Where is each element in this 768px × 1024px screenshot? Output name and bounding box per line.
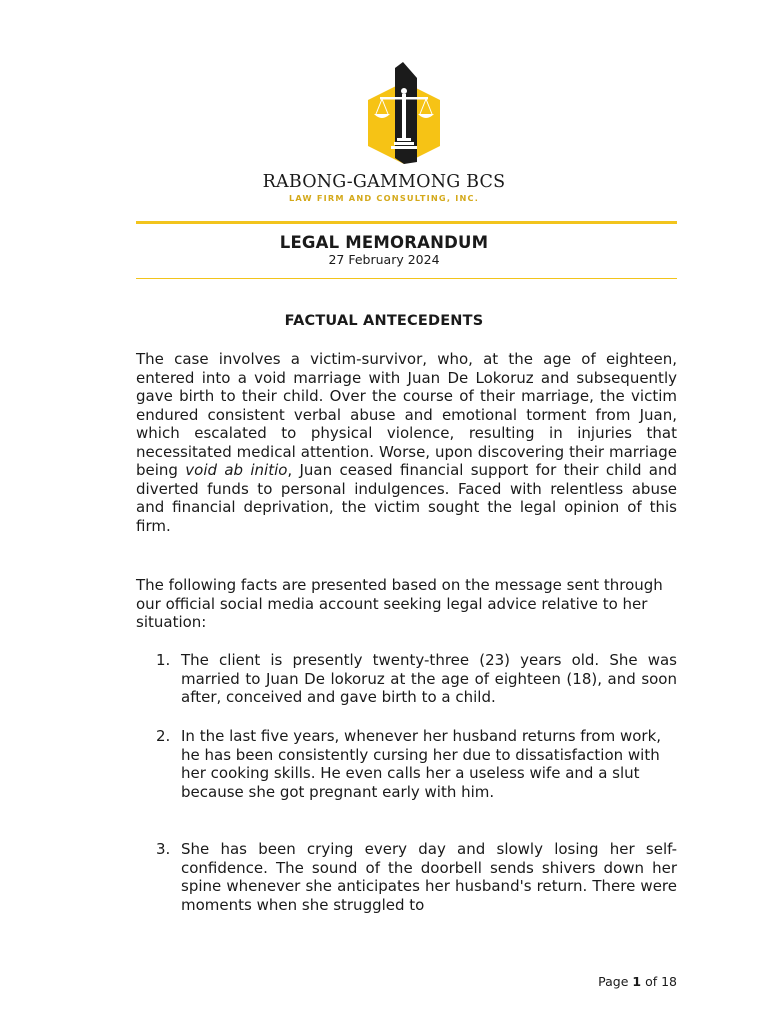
paragraph-facts-intro: The following facts are presented based on the message sent through our official social media account seeking legal advice relative to her situation: <box>136 576 663 631</box>
para1-text-b: , Juan ceased financial support for their child and diverted funds to personal indulgences. Faced with relentless abuse and financial deprivation, the victim sought the legal opinion of this firm. <box>136 461 677 535</box>
paragraph-case-summary <box>136 350 677 535</box>
page-number: 1 <box>632 974 642 989</box>
list-item-text: In the last five years, whenever her husband returns from work, he has been consistently cursing her due to dissatisfaction with her cooking skills. He even calls her a useless wife and a slut because she got pregnant early with him. <box>181 727 662 801</box>
para1-latin-term: void ab initio <box>185 461 288 479</box>
firm-logo <box>364 60 444 166</box>
header-divider <box>136 221 677 224</box>
para1-text-a: The case involves a victim-survivor, who, at the age of eighteen, entered into a void marriage with Juan De Lokoruz and subsequently gave birth to their child. Over the course of their marriage, the victim endured consistent verbal abuse and emotional torment from Juan, which escalated to physical violence, resulting in injuries that necessitated medical attention. Worse, upon discovering their marriage being <box>136 350 677 479</box>
firm-subtitle: LAW FIRM AND CONSULTING, INC. <box>288 193 480 203</box>
list-item <box>156 840 677 914</box>
firm-name: RABONG-GAMMONG BCS <box>262 172 506 192</box>
page-word: Page <box>598 974 629 989</box>
memo-title: LEGAL MEMORANDUM <box>279 233 489 252</box>
fact-list-item-2-wrap <box>156 727 677 801</box>
fact-list-item-3-wrap <box>156 840 677 914</box>
list-number: 1. <box>156 651 171 669</box>
list-number: 3. <box>156 840 171 858</box>
page-total: of 18 <box>645 974 677 989</box>
list-item-text: She has been crying every day and slowly losing her self-confidence. The sound of the doorbell sends shivers down her spine whenever she anticipates her husband's return. There were moments when she struggled to <box>181 840 677 914</box>
fact-list-item-1-wrap <box>156 651 677 707</box>
list-item <box>156 727 677 801</box>
section-title: FACTUAL ANTECEDENTS <box>284 313 484 329</box>
list-number: 2. <box>156 727 171 745</box>
memo-date: 27 February 2024 <box>328 252 440 267</box>
title-divider <box>136 278 677 279</box>
list-item <box>156 651 677 707</box>
page-footer <box>598 974 677 989</box>
list-item-text: The client is presently twenty-three (23) years old. She was married to Juan De lokoruz at the age of eighteen (18), and soon after, conceived and gave birth to a child. <box>181 651 677 706</box>
